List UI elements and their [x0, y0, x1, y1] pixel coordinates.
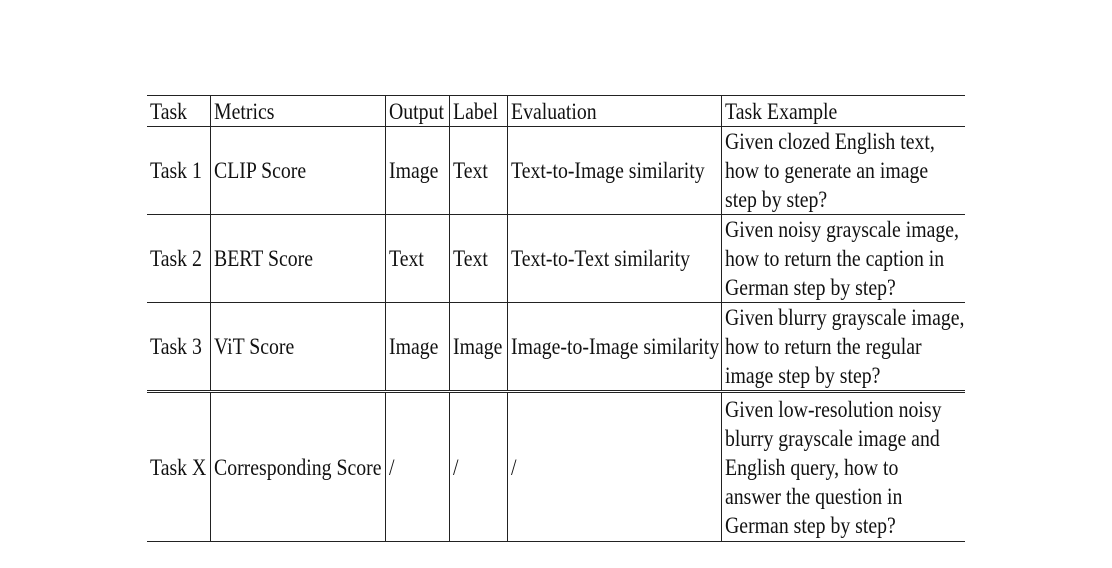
example-line: step by step? [724, 187, 827, 212]
header-metrics: Metrics [210, 96, 385, 127]
example-line: German step by step? [724, 512, 896, 538]
cell-metrics: BERT Score [210, 215, 385, 303]
cell-task-example [721, 127, 965, 215]
cell-task: Task 2 [147, 215, 210, 303]
table-row [147, 303, 965, 392]
task-table-container [147, 95, 965, 542]
cell-metrics: ViT Score [210, 303, 385, 392]
example-line: answer the question in [724, 483, 902, 509]
cell-output: Text [385, 215, 449, 303]
table-row [147, 392, 965, 542]
cell-label: Image [449, 303, 507, 392]
example-line: Given noisy grayscale image, [724, 217, 959, 242]
cell-output: / [385, 392, 449, 542]
cell-label: / [449, 392, 507, 542]
header-evaluation: Evaluation [507, 96, 721, 127]
example-line: Given clozed English text, [724, 129, 935, 154]
example-line: blurry grayscale image and [724, 425, 940, 451]
header-task-example: Task Example [721, 96, 965, 127]
header-output: Output [385, 96, 449, 127]
cell-task-example [721, 303, 965, 392]
example-line: how to return the regular [724, 334, 922, 359]
cell-label: Text [449, 215, 507, 303]
cell-task: Task X [147, 392, 210, 542]
example-line: how to return the caption in [724, 246, 944, 271]
cell-label: Text [449, 127, 507, 215]
cell-metrics: CLIP Score [210, 127, 385, 215]
header-label: Label [449, 96, 507, 127]
cell-evaluation: Text-to-Image similarity [507, 127, 721, 215]
cell-evaluation: / [507, 392, 721, 542]
cell-task: Task 1 [147, 127, 210, 215]
cell-task-example [721, 392, 965, 542]
cell-output: Image [385, 303, 449, 392]
example-line: Given low-resolution noisy [724, 396, 941, 422]
example-line: German step by step? [724, 275, 896, 300]
example-line: English query, how to [724, 454, 898, 480]
table-row [147, 215, 965, 303]
table-row [147, 127, 965, 215]
cell-evaluation: Text-to-Text similarity [507, 215, 721, 303]
cell-task-example [721, 215, 965, 303]
table-header-row [147, 96, 965, 127]
cell-task: Task 3 [147, 303, 210, 392]
cell-evaluation: Image-to-Image similarity [507, 303, 721, 392]
example-line: how to generate an image [724, 158, 928, 183]
example-line: Given blurry grayscale image, [724, 305, 964, 330]
cell-metrics: Corresponding Score [210, 392, 385, 542]
task-table [147, 95, 965, 542]
header-task: Task [147, 96, 210, 127]
cell-output: Image [385, 127, 449, 215]
example-line: image step by step? [724, 363, 880, 388]
